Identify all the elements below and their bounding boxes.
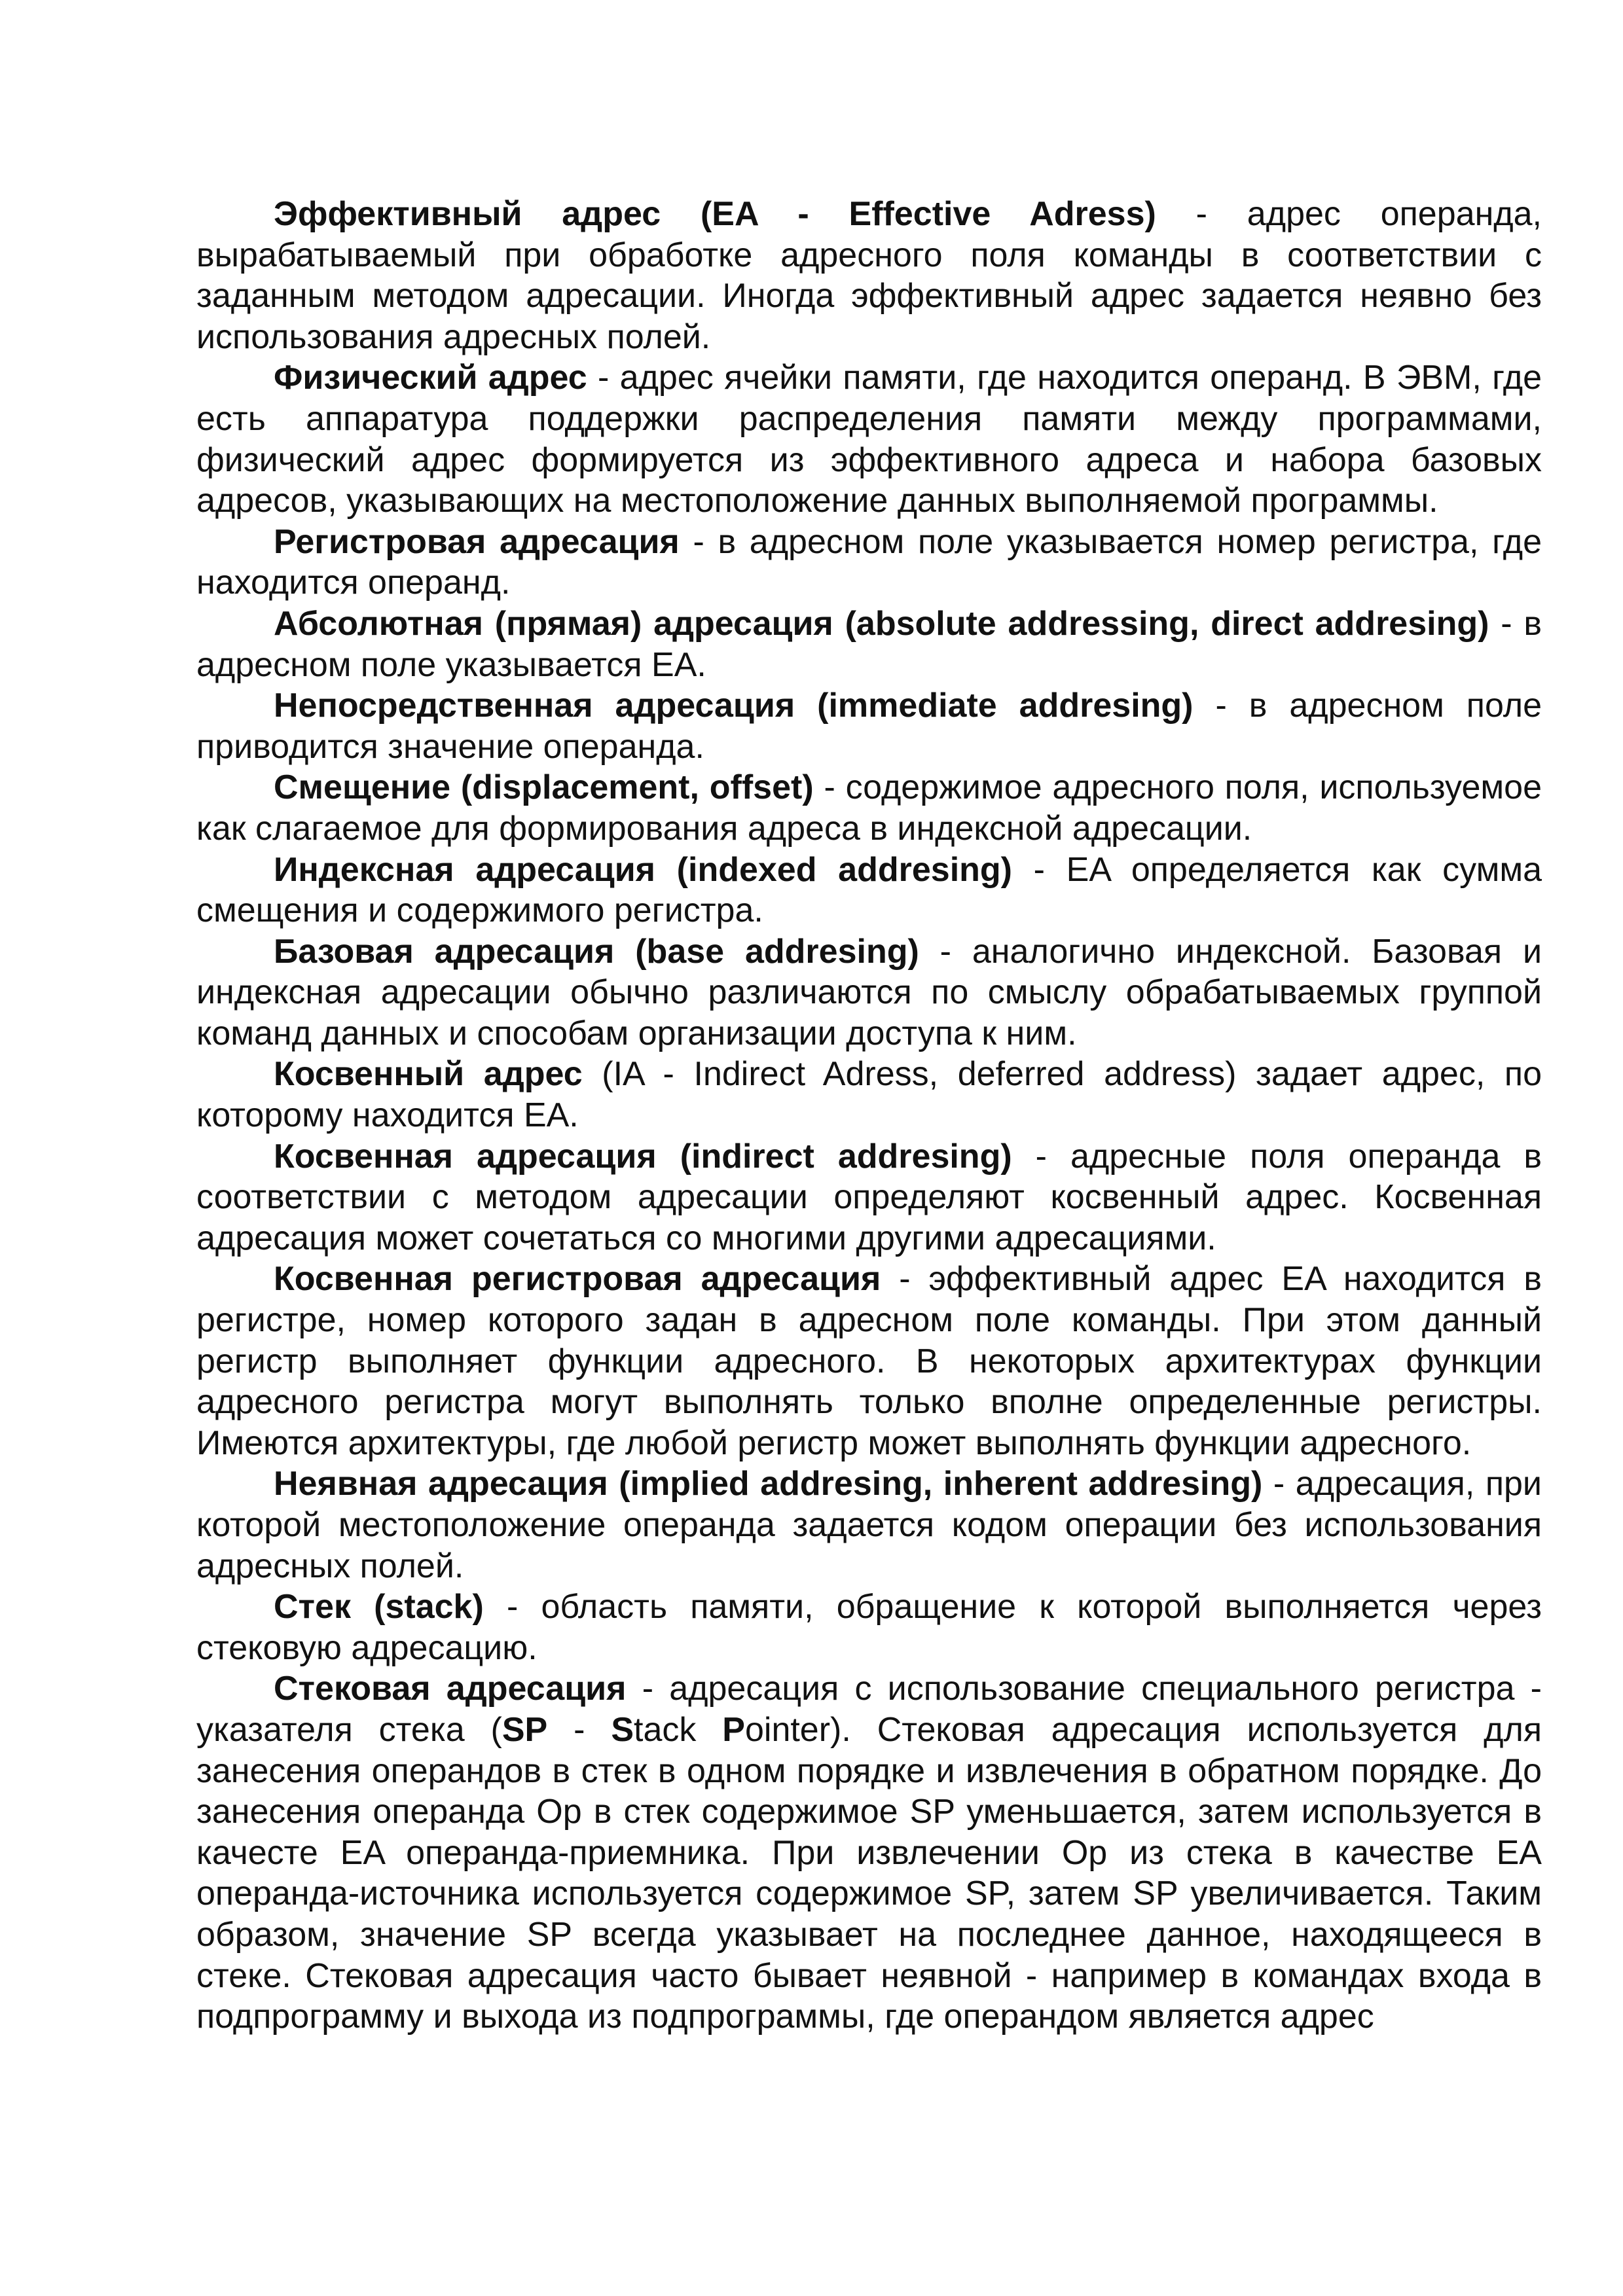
paragraph-immediate-addressing <box>196 685 1542 767</box>
definition-part: - адресация с использование специального регистра - указателя стека ( <box>196 1670 1542 1749</box>
pointer-initial: P <box>722 1710 745 1749</box>
definition-part: - <box>547 1710 611 1749</box>
term: Стек (stack) <box>274 1588 484 1626</box>
definition: - аналогично индексной. Базовая и индексная адресации обычно различаются по смыслу обрабатываемых группой команд данных и способам организации доступа к ним. <box>196 932 1542 1052</box>
definition: - в адресном поле указывается EA. <box>196 604 1542 684</box>
definition-part: ointer). Стековая адресация используется для занесения операндов в стек в одном порядке и извлечения в обратном порядке. До занесения операнда Op в стек содержимое SP уменьшается, затем используется в качесте EA операнда-приемника. При извлечении Op из стека в качестве EA операнда-источника используется содержимое SP, затем SP увеличивается. Таким образом, значение SP всегда указывает на последнее данное, находящееся в стеке. Стековая адресация часто бывает неявной - например в командах входа в подпрограмму и выхода из подпрограммы, где операндом является адрес <box>196 1710 1542 2036</box>
paragraph-stack-addressing <box>196 1668 1542 2037</box>
paragraph-effective-address <box>196 194 1542 357</box>
definition: - адресные поля операнда в соответствии с методом адресации определяют косвенный адрес. Косвенная адресация может сочетаться со многими другими адресациями. <box>196 1137 1542 1257</box>
definition: - EA определяется как сумма смещения и содержимого регистра. <box>196 850 1542 930</box>
stack-initial: S <box>611 1710 634 1749</box>
definition: - в адресном поле указывается номер регистра, где находится операнд. <box>196 522 1542 602</box>
definition-part: tack <box>634 1710 723 1749</box>
term: Индексная адресация (indexed addresing) <box>274 850 1012 889</box>
term: Смещение (displacement, offset) <box>274 768 814 807</box>
paragraph-indexed-addressing <box>196 850 1542 931</box>
term: Абсолютная (прямая) адресация (absolute addressing, direct addresing) <box>274 604 1489 643</box>
definition: - в адресном поле приводится значение операнда. <box>196 687 1542 766</box>
term: Косвенная регистровая адресация <box>274 1260 881 1299</box>
paragraph-implied-addressing <box>196 1463 1542 1587</box>
term: Неявная адресация (implied addresing, inherent addresing) <box>274 1465 1263 1503</box>
paragraph-stack <box>196 1587 1542 1668</box>
term: Регистровая адресация <box>274 522 680 561</box>
sp-abbreviation: SP <box>501 1710 548 1749</box>
definition: - адресация, при которой местоположение операнда задается кодом операции без использования адресных полей. <box>196 1465 1542 1585</box>
term: Непосредственная адресация (immediate addresing) <box>274 687 1194 725</box>
definition: - адрес операнда, вырабатываемый при обработке адресного поля команды в соответствии с заданным методом адресации. Иногда эффективный адрес задается неявно без использования адресных полей. <box>196 195 1542 356</box>
definition: - адрес ячейки памяти, где находится операнд. В ЭВМ, где есть аппаратура поддержки распределения памяти между программами, физический адрес формируется из эффективного адреса и набора базовых адресов, указывающих на местоположение данных выполняемой программы. <box>196 359 1542 520</box>
document-page <box>196 194 1542 2037</box>
term: Эффективный адрес (EA - Effective Adress) <box>274 195 1156 233</box>
definition: - эффективный адрес EA находится в регистре, номер которого задан в адресном поле команды. При этом данный регистр выполняет функции адресного. В некоторых архитектурах функции адресного регистра могут выполнять только вполне определенные регистры. Имеются архитектуры, где любой регистр может выполнять функции адресного. <box>196 1260 1542 1462</box>
definition: - содержимое адресного поля, используемое как слагаемое для формирования адреса в индексной адресации. <box>196 768 1542 848</box>
paragraph-indirect-addressing <box>196 1136 1542 1259</box>
term: Базовая адресация (base addresing) <box>274 932 919 971</box>
paragraph-absolute-addressing <box>196 603 1542 685</box>
paragraph-displacement <box>196 767 1542 849</box>
paragraph-register-addressing <box>196 522 1542 603</box>
term: Стековая адресация <box>274 1670 627 1708</box>
paragraph-register-indirect-addressing <box>196 1259 1542 1463</box>
definition: (IA - Indirect Adress, deferred address) задает адрес, по которому находится EA. <box>196 1055 1542 1135</box>
paragraph-physical-address <box>196 357 1542 521</box>
term: Физический адрес <box>274 359 587 397</box>
definition: - область памяти, обращение к которой выполняется через стековую адресацию. <box>196 1588 1542 1667</box>
term: Косвенная адресация (indirect addresing) <box>274 1137 1012 1175</box>
paragraph-indirect-address <box>196 1054 1542 1136</box>
paragraph-base-addressing <box>196 931 1542 1054</box>
term: Косвенный адрес <box>274 1055 583 1094</box>
